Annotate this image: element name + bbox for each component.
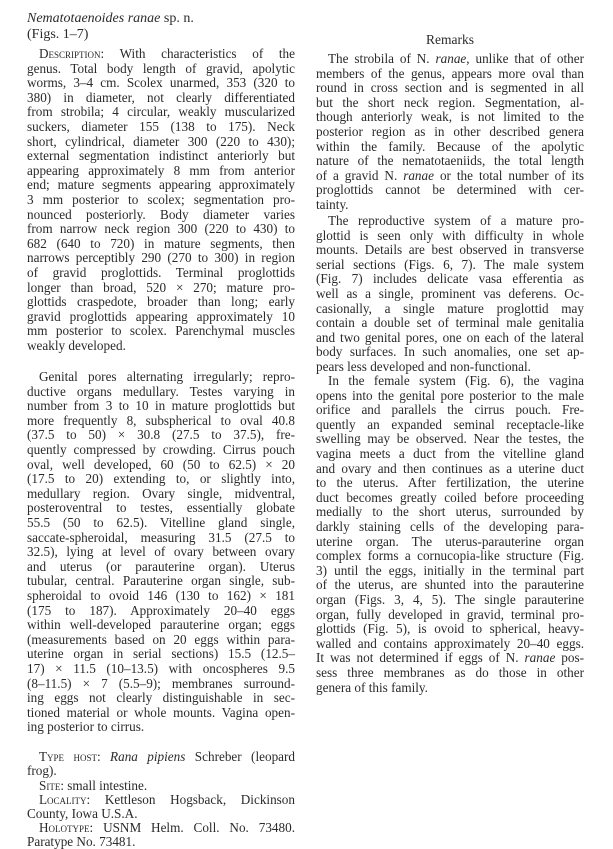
- remarks-text: well as a single, prominent vas deferens. Oc-: [316, 286, 584, 301]
- genital-line: [27, 458, 295, 472]
- description-text: longer than broad, 520 × 270; mature pro-: [27, 279, 295, 295]
- site-line: [27, 779, 295, 793]
- holotype-value: USNM Helm. Coll. No. 73480.: [93, 820, 295, 835]
- remarks-text: mounts. Details are best observed in transverse: [316, 242, 584, 258]
- remarks-text: , unlike that of other: [466, 51, 585, 66]
- description-line: [27, 266, 295, 280]
- description-line: [27, 164, 295, 178]
- figures-reference: (Figs. 1–7): [27, 27, 89, 42]
- locality-label: Locality:: [39, 792, 91, 807]
- genital-line: [27, 531, 295, 545]
- species-epithet: ranae: [403, 167, 434, 183]
- remarks-line: [316, 403, 584, 417]
- remarks-line: [316, 125, 584, 139]
- genital-line: [27, 414, 295, 428]
- description-line: [27, 62, 295, 76]
- remarks-line: [316, 214, 584, 228]
- genital-text: (37.5 to 50) × 30.8 (27.5 to 37.5), fre-: [27, 427, 295, 443]
- description-line: [27, 222, 295, 236]
- genital-line: [27, 589, 295, 603]
- remarks-line: [316, 374, 584, 388]
- description-text: gravid proglottids appearing approximately 10: [27, 308, 295, 324]
- genital-text: ductive organs medullary. Testes varying in: [27, 383, 295, 399]
- description-text: appearing approximately 8 mm from anterior: [27, 162, 295, 178]
- remarks-line: [316, 447, 584, 461]
- description-line: [27, 178, 295, 192]
- genital-text: 17) × 11.5 (10–13.5) with oncospheres 9.5: [27, 661, 295, 676]
- genital-text: within well-developed parauterine organ; eggs: [27, 617, 295, 633]
- remarks-line: [316, 243, 584, 257]
- genital-line: [27, 428, 295, 442]
- genital-line: [27, 370, 295, 384]
- locality-line-2: County, Iowa U.S.A.: [27, 806, 138, 821]
- site-label: Site:: [39, 778, 64, 793]
- genital-text: (8–11.5) × 7 (5.5–9); membranes surround-: [27, 675, 295, 691]
- remarks-text: genera of this family.: [316, 679, 428, 695]
- remarks-text: and two genital pores, one on each of the lateral: [316, 329, 584, 345]
- genital-text: (175 to 187). Approximately 20–40 eggs: [27, 602, 295, 618]
- remarks-line: [316, 81, 584, 95]
- remarks-text: of the uterus, are shunted into the parauterine: [316, 577, 584, 593]
- description-line: [27, 281, 295, 295]
- description-text: worms, 3–4 cm. Scolex unarmed, 353 (320 to: [27, 75, 295, 91]
- remarks-text: uterine organ. The uterus-parauterine organ: [316, 533, 584, 549]
- remarks-line: [316, 345, 584, 359]
- remarks-line: [316, 287, 584, 301]
- description-text: nounced posteriorly. Body diameter varies: [27, 206, 295, 222]
- locality-line: [27, 793, 295, 807]
- genital-line: [27, 720, 295, 734]
- remarks-line: [316, 52, 584, 66]
- remarks-line: [316, 169, 584, 183]
- remarks-text: but the short neck region. Segmentation, al-: [316, 94, 584, 110]
- remarks-text: It was not determined if eggs of: [316, 650, 506, 666]
- site-value: small intestine.: [64, 778, 148, 793]
- species-suffix: sp. n.: [160, 11, 194, 26]
- remarks-line: [316, 432, 584, 446]
- remarks-line: [316, 360, 584, 374]
- remarks-line: [316, 622, 584, 636]
- remarks-text: serial sections (Figs. 6, 7). The male system: [316, 256, 584, 272]
- genital-line: [27, 443, 295, 457]
- remarks-text: pears less developed and non-functional.: [316, 359, 531, 374]
- description-text: With characteristics of the: [104, 46, 295, 61]
- genital-line: [27, 662, 295, 676]
- genital-text: 32.5), lying at level of ovary between ovary: [27, 544, 295, 560]
- description-text: short, cylindrical, diameter 300 (220 to 430);: [27, 133, 295, 149]
- remarks-text: The strobila of: [328, 51, 417, 66]
- remarks-line: [316, 183, 584, 197]
- description-line: [27, 237, 295, 251]
- host-rest: Schreber (leopard: [185, 749, 295, 764]
- description-line: [27, 193, 295, 207]
- description-line: [27, 105, 295, 119]
- remarks-line: [316, 666, 584, 680]
- remarks-line: [316, 154, 584, 168]
- description-text: genus. Total body length of gravid, apolytic: [27, 60, 295, 76]
- genital-line: [27, 706, 295, 720]
- remarks-line: [316, 491, 584, 505]
- remarks-text: glottids (Fig. 5), is ovoid to spherical, heavy-: [316, 621, 584, 637]
- genital-line: [27, 472, 295, 486]
- remarks-text: complex forms a cornucopia-like structure (Fig.: [316, 548, 584, 564]
- remarks-line: [316, 302, 584, 316]
- genital-line: [27, 691, 295, 705]
- species-epithet: ranae: [435, 51, 467, 66]
- remarks-line: [316, 462, 584, 476]
- description-text: suckers, diameter 155 (138 to 175). Neck: [27, 119, 295, 134]
- genital-text: posteroventral to testes, essentially globate: [27, 500, 295, 516]
- remarks-line: [316, 258, 584, 272]
- description-text: 380) in diameter, not clearly differentiated: [27, 89, 295, 105]
- remarks-line: [316, 681, 584, 695]
- remarks-text: In the female system (Fig. 6), the vagina: [328, 373, 584, 388]
- remarks-text: The reproductive system of a mature pro-: [328, 213, 584, 228]
- remarks-text: (Fig. 7) includes delicate vasa efferentia as: [316, 271, 584, 287]
- holotype-line: [27, 821, 295, 835]
- description-line: [27, 149, 295, 163]
- holotype-label: Holotype:: [39, 820, 94, 835]
- remarks-line: [316, 140, 584, 154]
- remarks-text: members of the genus, appears more oval than: [316, 65, 584, 81]
- remarks-text: N.: [505, 650, 525, 666]
- description-text: weakly developed.: [27, 338, 126, 353]
- remarks-line: [316, 476, 584, 490]
- genital-text: ing eggs not clearly distinguishable in sec-: [27, 690, 295, 706]
- remarks-line: [316, 593, 584, 607]
- description-line: [27, 47, 295, 61]
- remarks-text: nature of the nematotaeniids, the total length: [316, 153, 584, 169]
- genital-line: [27, 545, 295, 559]
- remarks-line: [316, 651, 584, 665]
- description-line: [27, 310, 295, 324]
- description-line: [27, 251, 295, 265]
- genital-line: [27, 487, 295, 501]
- remarks-line: [316, 637, 584, 651]
- remarks-line: [316, 67, 584, 81]
- description-text: 682 (640 to 720) in mature segments, then: [27, 235, 295, 251]
- remarks-text: organ (Figs. 3, 4, 5). The single parauterine: [316, 592, 584, 607]
- remarks-text: glottid is seen only with difficulty in whole: [316, 227, 584, 243]
- genital-line: [27, 633, 295, 647]
- remarks-text: sess three membranes as do those in other: [316, 665, 584, 680]
- remarks-text: vagina meets a duct from the vitelline gland: [316, 446, 584, 461]
- remarks-text: opens into the genital pore posterior to the male: [316, 387, 584, 403]
- description-text: of gravid proglottids. Terminal proglottids: [27, 265, 295, 280]
- genital-text: 55.5 (50 to 62.5). Vitelline gland single,: [27, 515, 295, 530]
- remarks-text: orifice and parallels the cirrus pouch. Fre-: [316, 402, 584, 418]
- type-host-label: Type host:: [39, 749, 101, 764]
- remarks-line: [316, 608, 584, 622]
- remarks-text: N.: [384, 167, 404, 183]
- description-line: [27, 339, 295, 353]
- remarks-text: pos-: [555, 650, 584, 666]
- genital-line: [27, 604, 295, 618]
- species-title: [27, 12, 295, 26]
- genital-line: [27, 501, 295, 515]
- genital-text: ing posterior to cirrus.: [27, 719, 145, 735]
- genital-text: number from 3 to 10 in mature proglottids but: [27, 398, 295, 414]
- genital-text: and uterus (or parauterine organ). Uterus: [27, 558, 295, 574]
- genital-text: spheroidal to ovoid 146 (130 to 162) × 181: [27, 588, 295, 603]
- remarks-text: posterior region as in other described genera: [316, 124, 584, 139]
- genital-text: uterine organ in serial sections) 15.5 (12.5–: [27, 646, 295, 662]
- remarks-text: to the uterus. After fertilization, the uterine: [316, 475, 584, 491]
- description-text: narrows perceptibly 290 (270 to 300) in region: [27, 250, 295, 266]
- remarks-line: [316, 110, 584, 124]
- genital-line: [27, 399, 295, 413]
- remarks-text: of a gravid: [316, 167, 385, 183]
- remarks-line: [316, 505, 584, 519]
- remarks-text: tainty.: [316, 197, 349, 212]
- remarks-line: [316, 564, 584, 578]
- remarks-text: duct becomes greatly coiled before proceeding: [316, 489, 584, 505]
- remarks-line: [316, 331, 584, 345]
- remarks-text: body surfaces. In such anomalies, one set ap-: [316, 344, 584, 360]
- genital-text: medullary region. Ovary single, midventral,: [27, 485, 295, 501]
- genital-text: Genital pores alternating irregularly; repro-: [39, 369, 295, 384]
- description-line: [27, 295, 295, 309]
- genital-text: saccate-spheroidal, measuring 31.5 (27.5 to: [27, 529, 295, 545]
- remarks-line: [316, 272, 584, 286]
- type-host-line: [27, 750, 295, 764]
- remarks-text: walled and contains approximately 20–40 eggs.: [316, 635, 584, 651]
- genital-text: oval, well developed, 60 (50 to 62.5) × 20: [27, 456, 295, 472]
- description-line: [27, 208, 295, 222]
- remarks-text: 3) until the eggs, initially in the terminal part: [316, 562, 584, 578]
- species-epithet: ranae: [524, 650, 556, 666]
- description-line: [27, 135, 295, 149]
- host-species: Rana pipiens: [110, 749, 186, 764]
- genital-line: [27, 618, 295, 632]
- paratype-line: Paratype No. 73481.: [27, 834, 136, 849]
- remarks-heading: Remarks: [426, 32, 474, 47]
- genital-text: (17.5 to 20) extending to, or slightly into,: [27, 471, 295, 487]
- remarks-text: casionally, a single mature proglottid may: [316, 300, 584, 316]
- genital-line: [27, 677, 295, 691]
- remarks-text: medially to the short uterus, surrounded by: [316, 504, 584, 520]
- genital-text: quently compressed by crowding. Cirrus pouch: [27, 442, 295, 457]
- remarks-text: organ, fully developed in gravid, terminal pro-: [316, 606, 584, 622]
- description-text: external segmentation indistinct anteriorly but: [27, 148, 295, 164]
- description-line: [27, 120, 295, 134]
- description-line: [27, 324, 295, 338]
- genital-text: (measurements based on 20 eggs within para-: [27, 631, 295, 647]
- description-text: from strobila; 4 circular, weakly muscularized: [27, 104, 295, 120]
- remarks-line: [316, 535, 584, 549]
- remarks-line: [316, 316, 584, 330]
- genital-line: [27, 647, 295, 661]
- species-name: Nematotaenoides ranae: [27, 11, 161, 26]
- genital-line: [27, 574, 295, 588]
- remarks-text: within the family. Because of the apolytic: [316, 138, 584, 154]
- remarks-line: [316, 198, 584, 212]
- remarks-text: quently an expanded seminal receptacle-like: [316, 416, 584, 432]
- locality-value: Kettleson Hogsback, Dickinson: [90, 792, 295, 807]
- remarks-text: darkly staining cells of the developing para-: [316, 519, 584, 534]
- description-text: mm posterior to scolex. Parenchymal muscles: [27, 323, 295, 339]
- remarks-line: [316, 96, 584, 110]
- remarks-line: [316, 229, 584, 243]
- remarks-line: [316, 520, 584, 534]
- genital-line: [27, 560, 295, 574]
- genital-text: more frequently 8, subspherical to oval 40.8: [27, 412, 295, 428]
- remarks-text: swelling may be observed. Near the testes, the: [316, 431, 584, 447]
- description-text: glottids craspedote, broader than long; early: [27, 294, 295, 310]
- remarks-text: proglottids cannot be determined with cer-: [316, 182, 584, 198]
- remarks-line: [316, 549, 584, 563]
- remarks-text: N.: [416, 51, 436, 66]
- genital-line: [27, 385, 295, 399]
- description-text: end; mature segments appearing approximately: [27, 177, 295, 193]
- type-host-line-2: frog).: [27, 763, 57, 778]
- description-text: from narrow neck region 300 (220 to 430) to: [27, 221, 295, 237]
- description-line: [27, 76, 295, 90]
- genital-text: tubular, central. Parauterine organ single, sub-: [27, 573, 295, 589]
- remarks-line: [316, 389, 584, 403]
- genital-line: [27, 516, 295, 530]
- remarks-line: [316, 418, 584, 432]
- remarks-line: [316, 578, 584, 592]
- genital-text: tioned material or whole mounts. Vagina open-: [27, 704, 295, 720]
- description-label: Description:: [39, 46, 105, 61]
- remarks-text: and ovary and then continues as a uterine duct: [316, 460, 584, 476]
- description-line: [27, 91, 295, 105]
- remarks-text: contain a double set of terminal male genitalia: [316, 315, 584, 331]
- description-text: 3 mm posterior to scolex; segmentation pro-: [27, 192, 295, 207]
- remarks-text: or the total number of its: [433, 167, 585, 183]
- remarks-text: though anteriorly weak, is not limited to the: [316, 109, 584, 125]
- remarks-text: round in cross section and is segmented in all: [316, 80, 584, 96]
